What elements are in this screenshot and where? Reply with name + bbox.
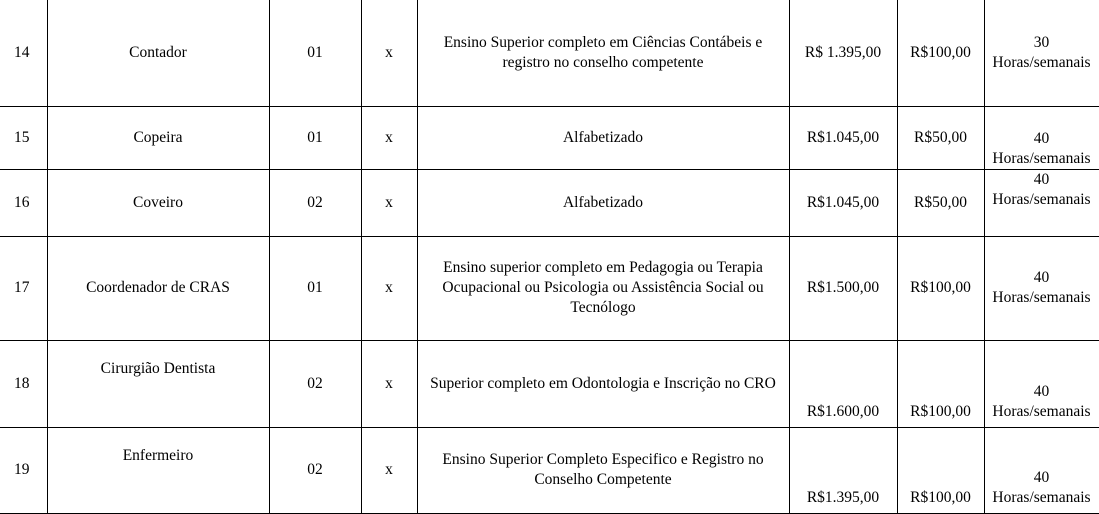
table-row <box>0 236 1099 340</box>
row-number: 15 <box>0 106 47 169</box>
horas-cell <box>984 106 1099 169</box>
requisito-cell: Alfabetizado <box>417 169 789 236</box>
requisito-cell: Ensino Superior completo em Ciências Contábeis e registro no conselho competente <box>417 0 789 106</box>
vagas-cell: 02 <box>269 340 361 427</box>
salario-cell: R$1.045,00 <box>789 106 897 169</box>
row-number: 18 <box>0 340 47 427</box>
table-row <box>0 0 1099 106</box>
salario-cell: R$1.045,00 <box>789 169 897 236</box>
horas-label: Horas/semanais <box>992 149 1091 167</box>
cargo-cell: Coordenador de CRAS <box>47 236 269 340</box>
horas-number: 40 <box>1033 170 1050 188</box>
row-number: 16 <box>0 169 47 236</box>
horas-label: Horas/semanais <box>992 488 1091 506</box>
pcd-cell: x <box>361 0 417 106</box>
vagas-cell: 02 <box>269 427 361 513</box>
pcd-cell: x <box>361 236 417 340</box>
horas-number: 40 <box>1033 129 1050 147</box>
beneficio-cell: R$100,00 <box>897 236 984 340</box>
salario-cell: R$1.395,00 <box>789 427 897 513</box>
horas-label: Horas/semanais <box>992 289 1091 306</box>
pcd-cell: x <box>361 340 417 427</box>
cargo-cell: Contador <box>47 0 269 106</box>
horas-number: 30 <box>1033 33 1050 51</box>
beneficio-cell: R$50,00 <box>897 106 984 169</box>
requisito-cell: Ensino superior completo em Pedagogia ou Terapia Ocupacional ou Psicologia ou Assistência Social ou Tecnólogo <box>417 236 789 340</box>
table-row <box>0 427 1099 513</box>
pcd-cell: x <box>361 427 417 513</box>
horas-cell <box>984 169 1099 236</box>
beneficio-cell: R$100,00 <box>897 0 984 106</box>
cargo-cell: Copeira <box>47 106 269 169</box>
table-row <box>0 106 1099 169</box>
row-number: 17 <box>0 236 47 340</box>
vagas-cell: 01 <box>269 0 361 106</box>
beneficio-cell: R$100,00 <box>897 427 984 513</box>
vagas-cell: 02 <box>269 169 361 236</box>
horas-number: 40 <box>1033 269 1050 286</box>
horas-cell <box>984 236 1099 340</box>
horas-label: Horas/semanais <box>992 53 1091 71</box>
table-row <box>0 340 1099 427</box>
horas-number: 40 <box>1033 468 1050 486</box>
horas-cell <box>984 0 1099 106</box>
salario-cell: R$1.500,00 <box>789 236 897 340</box>
requisito-cell: Ensino Superior Completo Especifico e Registro no Conselho Competente <box>417 427 789 513</box>
beneficio-cell: R$100,00 <box>897 340 984 427</box>
cargo-cell: Cirurgião Dentista <box>47 340 269 427</box>
horas-number: 40 <box>1033 382 1050 400</box>
pcd-cell: x <box>361 106 417 169</box>
horas-cell <box>984 427 1099 513</box>
salario-cell: R$ 1.395,00 <box>789 0 897 106</box>
cargo-cell: Coveiro <box>47 169 269 236</box>
horas-label: Horas/semanais <box>992 190 1091 208</box>
beneficio-cell: R$50,00 <box>897 169 984 236</box>
cargo-cell: Enfermeiro <box>47 427 269 513</box>
requisito-cell: Superior completo em Odontologia e Inscrição no CRO <box>417 340 789 427</box>
vagas-cell: 01 <box>269 106 361 169</box>
row-number: 19 <box>0 427 47 513</box>
horas-label: Horas/semanais <box>992 402 1091 420</box>
requisito-cell: Alfabetizado <box>417 106 789 169</box>
horas-cell <box>984 340 1099 427</box>
vagas-cell: 01 <box>269 236 361 340</box>
table-row <box>0 169 1099 236</box>
pcd-cell: x <box>361 169 417 236</box>
salario-cell: R$1.600,00 <box>789 340 897 427</box>
row-number: 14 <box>0 0 47 106</box>
